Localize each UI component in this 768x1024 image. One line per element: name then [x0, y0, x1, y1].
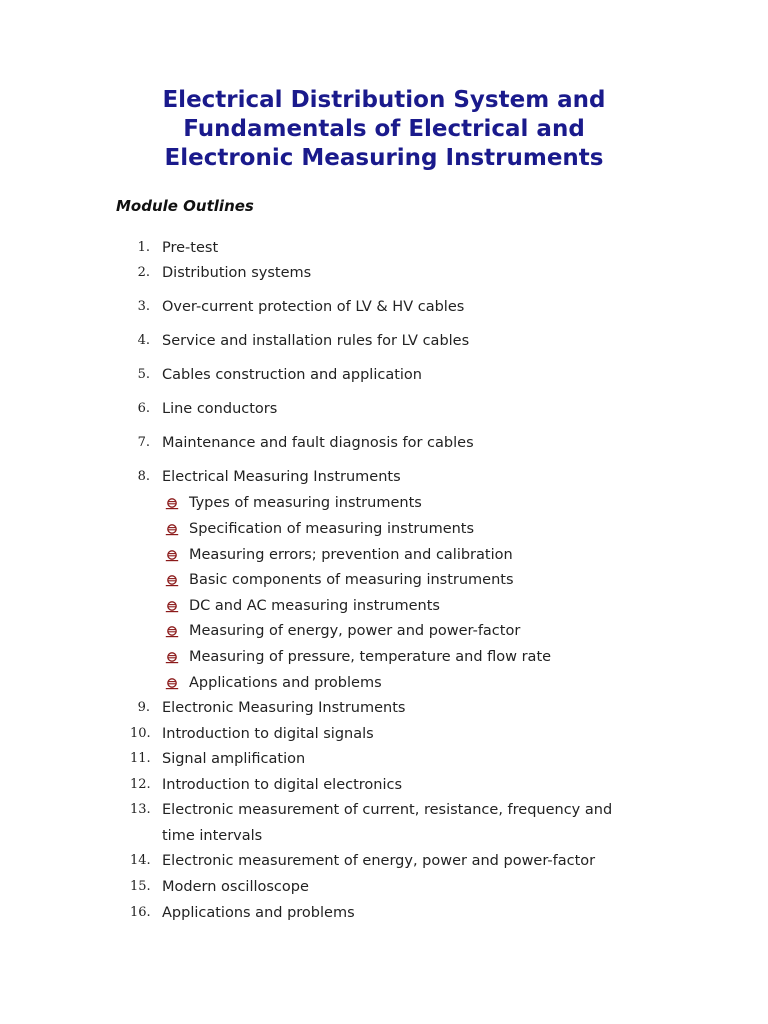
item-number: 16.	[130, 905, 151, 920]
title-line-2: Fundamentals of Electrical and	[183, 116, 585, 142]
title-line-3: Electronic Measuring Instruments	[164, 145, 604, 171]
item-text: Line conductors	[162, 401, 278, 417]
item-text: Electronic measurement of energy, power and power-factor	[162, 853, 596, 869]
subitem-text: Applications and problems	[189, 675, 382, 691]
item-text: Applications and problems	[162, 905, 355, 921]
item-number: 14.	[130, 853, 151, 868]
striped-circle-bullet-icon	[165, 650, 179, 664]
item-number: 1.	[137, 240, 150, 255]
item-text: Introduction to digital electronics	[162, 777, 403, 793]
subitem-text: Measuring of energy, power and power-factor	[189, 623, 521, 639]
item-text: Pre-test	[162, 240, 219, 256]
item-number: 9.	[137, 700, 150, 715]
subitem-text: DC and AC measuring instruments	[189, 598, 440, 614]
title-line-1: Electrical Distribution System and	[162, 87, 606, 113]
subitem-text: Measuring errors; prevention and calibration	[189, 547, 513, 563]
item-text: Introduction to digital signals	[162, 726, 374, 742]
item-number: 8.	[137, 469, 150, 484]
item-number: 13.	[130, 802, 151, 817]
item-number: 4.	[137, 333, 150, 348]
item-text: Electronic measurement of current, resistance, frequency and	[162, 802, 613, 818]
item-text: Service and installation rules for LV cables	[162, 333, 470, 349]
item-number: 2.	[137, 265, 150, 280]
item-number: 6.	[137, 401, 150, 416]
striped-circle-bullet-icon	[165, 496, 179, 510]
item-number: 10.	[130, 726, 151, 741]
striped-circle-bullet-icon	[165, 624, 179, 638]
striped-circle-bullet-icon	[165, 548, 179, 562]
striped-circle-bullet-icon	[165, 676, 179, 690]
subitem-text: Specification of measuring instruments	[189, 521, 475, 537]
striped-circle-bullet-icon	[165, 522, 179, 536]
item-text: Maintenance and fault diagnosis for cables	[162, 435, 474, 451]
item-text: Over-current protection of LV & HV cables	[162, 299, 465, 315]
item-text: Electronic Measuring Instruments	[162, 700, 406, 716]
item-number: 3.	[137, 299, 150, 314]
item-text: Signal amplification	[162, 751, 306, 767]
section-heading: Module Outlines	[116, 197, 254, 215]
item-number: 7.	[137, 435, 150, 450]
item-number: 11.	[130, 751, 151, 766]
item-text-continuation: time intervals	[162, 828, 263, 844]
item-number: 12.	[130, 777, 151, 792]
item-number: 15.	[130, 879, 151, 894]
item-text: Distribution systems	[162, 265, 312, 281]
subitem-text: Measuring of pressure, temperature and flow rate	[189, 649, 552, 665]
striped-circle-bullet-icon	[165, 573, 179, 587]
subitem-text: Basic components of measuring instruments	[189, 572, 514, 588]
item-text: Cables construction and application	[162, 367, 422, 383]
item-text: Modern oscilloscope	[162, 879, 309, 895]
striped-circle-bullet-icon	[165, 599, 179, 613]
item-number: 5.	[137, 367, 150, 382]
item-text: Electrical Measuring Instruments	[162, 469, 401, 485]
subitem-text: Types of measuring instruments	[189, 495, 422, 511]
